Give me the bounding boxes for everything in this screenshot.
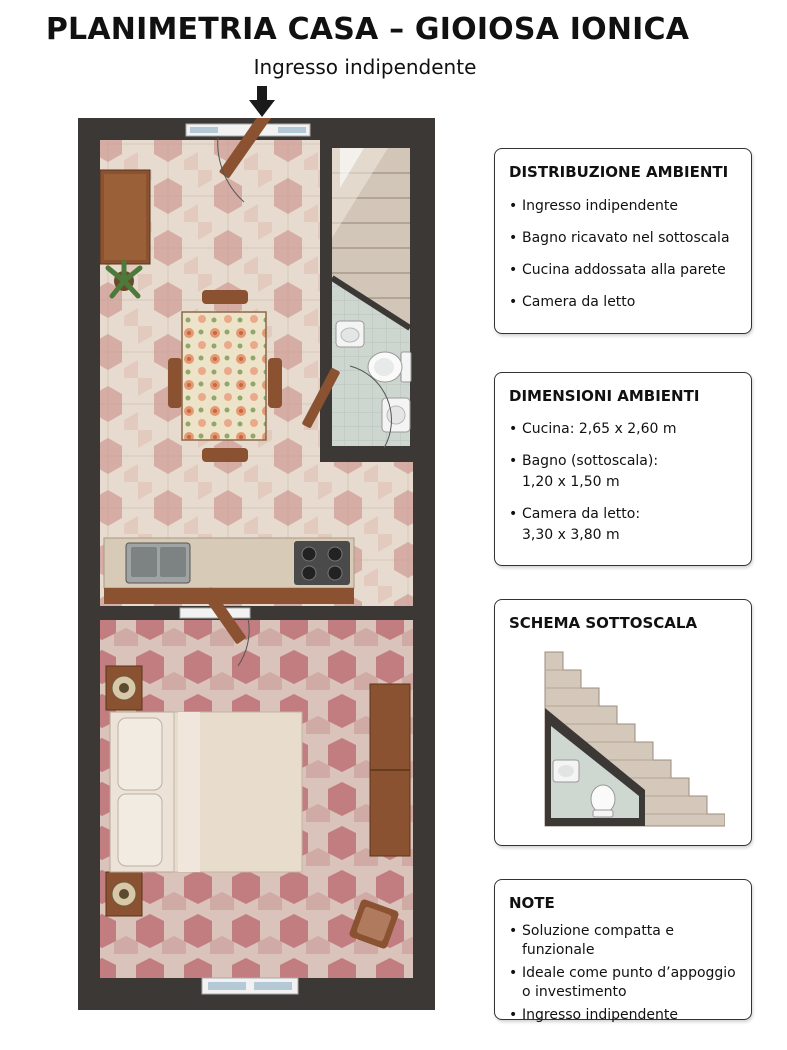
card-title: NOTE	[509, 894, 555, 912]
stove-icon	[294, 541, 350, 585]
sink-icon	[553, 760, 579, 782]
sink-icon	[336, 321, 364, 347]
list-item: • Ingresso indipendente	[509, 1006, 743, 1025]
card-schema-sottoscala	[494, 599, 752, 846]
floor-plan	[78, 118, 435, 1010]
nightstand	[106, 666, 142, 710]
bed	[110, 712, 302, 872]
card-distribuzione	[494, 148, 752, 334]
card-note	[494, 879, 752, 1023]
page-title: PLANIMETRIA CASA – GIOIOSA IONICA	[45, 12, 690, 47]
nightstand	[106, 872, 142, 916]
toilet-icon	[368, 352, 411, 382]
list-item: • Bagno (sottoscala): 1,20 x 1,50 m	[509, 451, 743, 493]
list-item: • Bagno ricavato nel sottoscala	[509, 229, 743, 247]
list-item: • Camera da letto	[509, 293, 743, 311]
kitchen-counter	[104, 538, 354, 604]
list-item: • Ideale come punto d’appoggio o investimento	[509, 964, 743, 1002]
dining-table	[168, 290, 282, 462]
list-item: • Camera da letto: 3,30 x 3,80 m	[509, 504, 743, 546]
list-item: • Cucina: 2,65 x 2,60 m	[509, 419, 743, 440]
list-item: • Ingresso indipendente	[509, 197, 743, 215]
card-title: DIMENSIONI AMBIENTI	[509, 387, 700, 405]
entrance-label: Ingresso indipendente	[253, 55, 477, 79]
list-item: • Soluzione compatta e funzionale	[509, 922, 743, 960]
card-dimensioni	[494, 372, 752, 566]
toilet-icon	[591, 785, 615, 817]
under-stair-diagram	[535, 646, 725, 832]
card-title: SCHEMA SOTTOSCALA	[509, 614, 698, 632]
sink-icon	[382, 398, 410, 432]
down-arrow-icon	[249, 86, 275, 118]
card-title: DISTRIBUZIONE AMBIENTI	[509, 163, 729, 181]
list-item: • Cucina addossata alla parete	[509, 261, 743, 279]
